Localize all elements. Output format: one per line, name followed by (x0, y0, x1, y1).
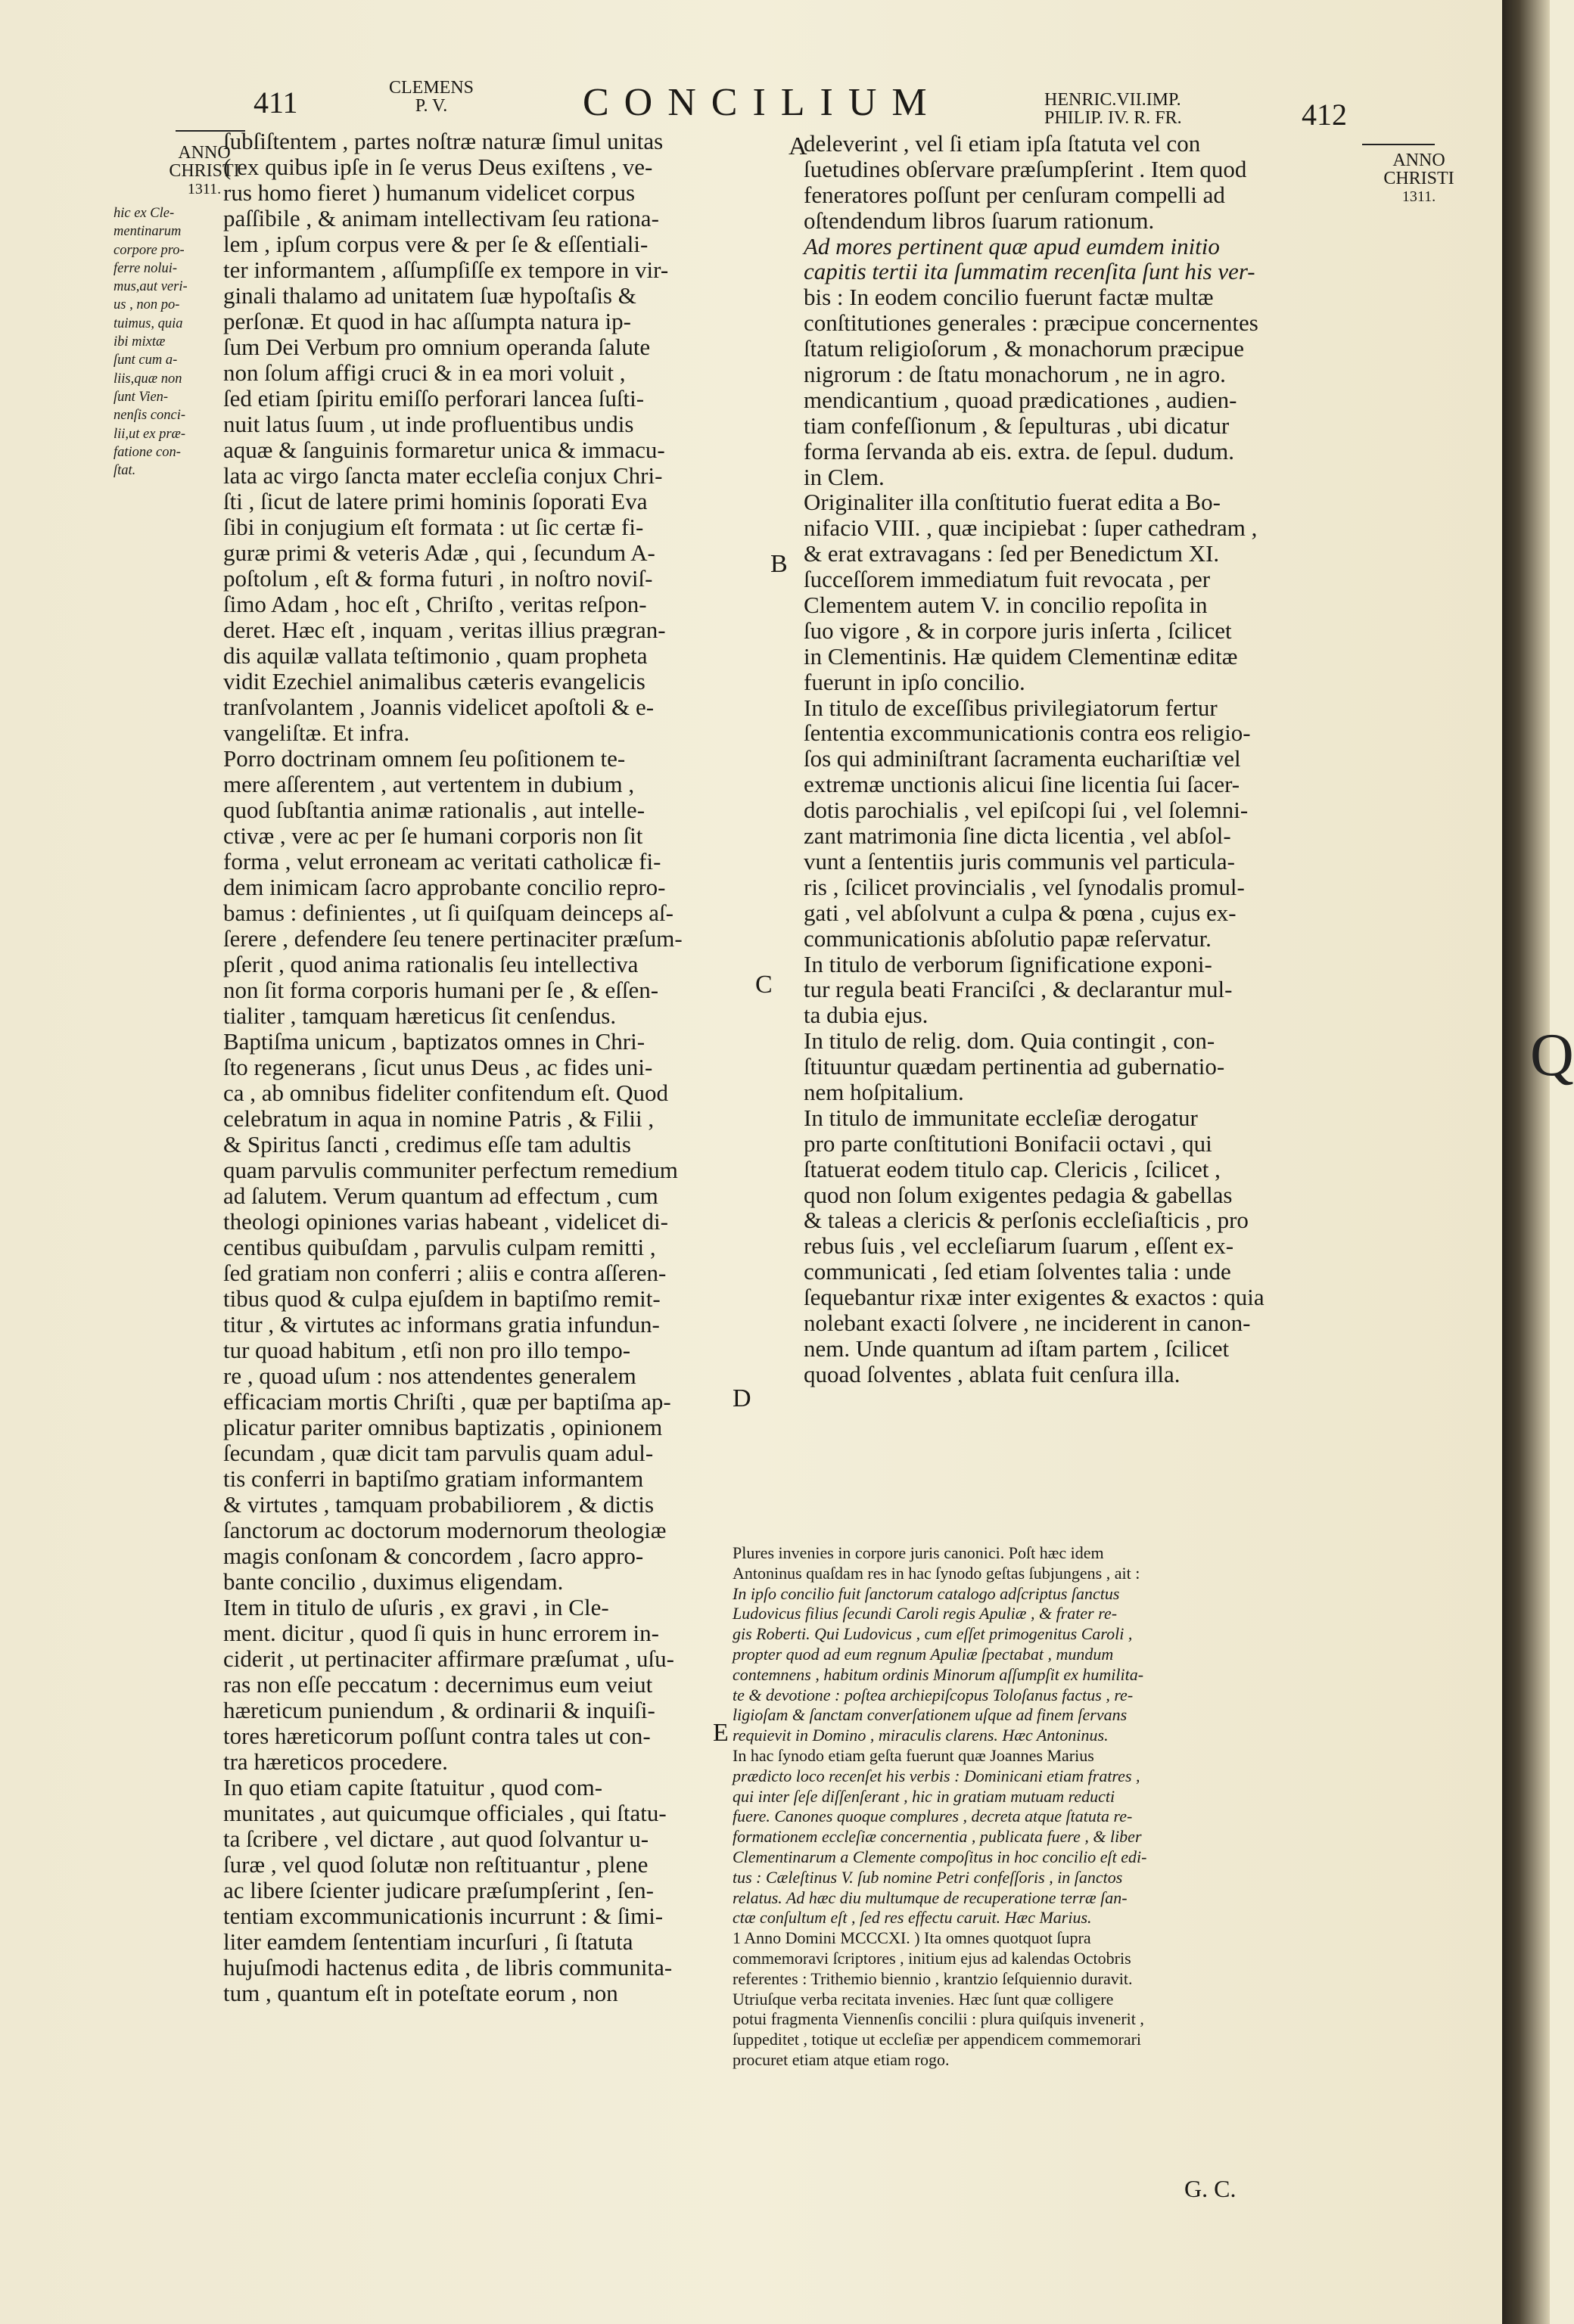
right-column-line: ris , ſcilicet provincialis , vel ſynodalis promul- (804, 873, 1245, 900)
notes-block-line: Clementinarum a Clemente compoſitus in hoc concilio eſt edi- (733, 1847, 1147, 1866)
left-column-line: lata ac virgo ſancta mater eccleſia conjux Chri- (223, 462, 663, 489)
left-column-line: ſubſiſtentem , partes noſtræ naturæ ſimul unitas (223, 128, 664, 154)
left-column-line: forma , velut erroneam ac veritati catholicæ fi- (223, 848, 661, 875)
notes-block-line: gis Roberti. Qui Ludovicus , cum eſſet primogenitus Caroli , (733, 1624, 1133, 1644)
right-column-line: mendicantium , quoad prædicationes , audien- (804, 386, 1237, 413)
right-column-line: fuerunt in ipſo concilio. (804, 668, 1025, 695)
left-column-line: plicatur pariter omnibus baptizatis , opinionem (223, 1414, 663, 1440)
notes-block-line: 1 Anno Domini MCCCXI. ) Ita omnes quotquot ſupra (733, 1928, 1091, 1948)
right-column-line: capitis tertii ita ſummatim recenſita ſunt his ver- (804, 258, 1255, 285)
section-letter-c: C (755, 971, 773, 999)
left-column-line: tialiter , tamquam hæreticus ſit cenſendus. (223, 1002, 617, 1029)
right-column-line: tur regula beati Franciſci , & declarantur mul- (804, 976, 1233, 1003)
notes-block-line: requievit in Domino , miraculis clarens. Hæc Antoninus. (733, 1726, 1109, 1745)
anno-year: 1311. (1401, 188, 1436, 205)
notes-block-line: Plures invenies in corpore juris canonici. Poſt hæc idem (733, 1543, 1104, 1562)
notes-block-line: procuret etiam atque etiam rogo. (733, 2049, 950, 2069)
right-column-line: communicati , ſed etiam ſolventes talia : unde (804, 1258, 1231, 1285)
marginal-note-line: hic ex Cle- (114, 206, 175, 221)
left-column-line: centibus quibuſdam , parvulis culpam remitti , (223, 1234, 656, 1260)
left-text-column (223, 129, 753, 2006)
right-column-line: conſtitutiones generales : præcipue concernentes (804, 309, 1258, 337)
notes-block-line: fuere. Canones quoque complures , decreta atque ſtatuta re- (733, 1807, 1133, 1826)
right-column-line: Ad mores pertinent quæ apud eumdem initio (804, 232, 1220, 259)
running-head-left (386, 79, 477, 115)
left-column-line: Porro doctrinam omnem ſeu poſitionem te- (223, 745, 626, 772)
left-column-line: ſed gratiam non conferri ; aliis e contra aſſeren- (223, 1260, 667, 1286)
left-column-line: ciderit , ut pertinaciter affirmare præſumat , uſu- (223, 1645, 674, 1672)
right-column-line: & erat extravagans : ſed per Benedictum XI. (804, 540, 1220, 567)
left-column-line: & virtutes , tamquam probabiliorem , & dictis (223, 1491, 655, 1518)
right-column-line: Originaliter illa conſtitutio fuerat edita a Bo- (804, 489, 1221, 516)
notes-block-line: contemnens , habitum ordinis Minorum aſſumpſit ex humilita- (733, 1664, 1144, 1684)
left-column-line: ſerere , defendere ſeu tenere pertinaciter præſum- (223, 925, 683, 952)
right-column-line: communicationis abſolutio papæ reſervatur. (804, 924, 1212, 952)
right-column-line: ſucceſſorem immediatum fuit revocata , per (804, 566, 1211, 593)
marginal-note-line: corpore pro- (114, 242, 185, 258)
right-column-line: ſtatum religioſorum , & monachorum præcipue (804, 335, 1244, 362)
left-column-line: ( ex quibus ipſe in ſe verus Deus exiſtens , ve- (223, 154, 653, 180)
left-column-line: tores hæreticorum poſſunt contra tales ut con- (223, 1723, 651, 1749)
section-letter-e: E (713, 1719, 729, 1747)
left-column-line: ras non eſſe peccatum : decernimus eum veiut (223, 1671, 653, 1698)
notes-block-line: propter quod ad eum regnum Apuliæ ſpectabat , mundum (733, 1644, 1114, 1664)
notes-block-line: formationem eccleſiæ concernentia , publicata fuere , & liber (733, 1827, 1142, 1847)
running-head-left-line1: CLEMENS (388, 78, 474, 98)
section-letter-a: A (789, 132, 807, 160)
left-column-line: ſimo Adam , hoc eſt , Chriſto , veritas reſpon- (223, 591, 647, 617)
right-column-line: ſententia excommunicationis contra eos religio- (804, 719, 1251, 747)
right-column-line: bis : In eodem concilio fuerunt factæ multæ (804, 284, 1214, 311)
right-column-line: In titulo de relig. dom. Quia contingit , con- (804, 1027, 1215, 1055)
christi-word: CHRISTI (169, 161, 240, 181)
left-column-line: tum , quantum eſt in poteſtate eorum , non (223, 1980, 618, 2006)
right-column-line: & taleas a clericis & perſonis eccleſiaſticis , pro (804, 1207, 1249, 1234)
marginal-note-line: fatione con- (114, 444, 181, 460)
right-column-line: ſos qui adminiſtrant ſacramenta euchariſtiæ vel (804, 745, 1241, 772)
right-column-line: in Clem. (804, 463, 885, 490)
right-column-line: quod non ſolum exigentes pedagia & gabellas (804, 1181, 1233, 1208)
header-rule-right (1362, 144, 1435, 145)
left-column-line: ment. dicitur , quod ſi quis in hunc errorem in- (223, 1620, 659, 1646)
right-column-line: nolebant exacti ſolvere , ne inciderent in canon- (804, 1309, 1251, 1336)
right-column-line: In titulo de verborum ſignificatione exponi- (804, 950, 1212, 977)
left-column-line: ſecundam , quæ dicit tam parvulis quam adul- (223, 1440, 654, 1466)
left-column-line: Item in titulo de uſuris , ex gravi , in Cle- (223, 1594, 609, 1620)
left-column-line: tranſvolantem , Joannis videlicet apoſtoli & e- (223, 694, 655, 720)
notes-block-line: te & devotione : poſtea archiepiſcopus Toloſanus factus , re- (733, 1685, 1134, 1704)
marginal-note-line: mus,aut veri- (114, 279, 188, 295)
section-letter-b: B (770, 550, 788, 578)
right-column-line: In titulo de immunitate eccleſiæ derogatur (804, 1104, 1198, 1131)
left-column-line: ca , ab omnibus fideliter confitendum eſt. Quod (223, 1080, 668, 1106)
left-column-line: tibus quod & culpa ejuſdem in baptiſmo remit- (223, 1285, 661, 1312)
left-column-line: ſed etiam ſpiritu emiſſo perforari lancea ſuſti- (223, 385, 645, 412)
left-column-line: poſtolum , eſt & forma futuri , in noſtro noviſ- (223, 565, 653, 592)
left-column-line: nuit latus ſuum , ut inde profluentibus undis (223, 411, 634, 437)
right-column-line: ſtatuerat eodem titulo cap. Clericis , ſcilicet , (804, 1155, 1221, 1182)
notes-block-line: ligioſam & ſanctam converſationem uſque ad finem ſervans (733, 1705, 1128, 1725)
page-number-left: 411 (254, 85, 298, 120)
left-column-line: vangeliſtæ. Et infra. (223, 719, 410, 746)
right-column-line: feneratores poſſunt per cenſuram compelli ad (804, 181, 1225, 208)
right-column-line: dotis parochialis , vel epiſcopi ſui , vel ſolemni- (804, 797, 1249, 824)
marginal-note-line: lii,ut ex præ- (114, 426, 186, 442)
notes-block-line: Ludovicus filius ſecundi Caroli regis Apuliæ , & frater re- (733, 1604, 1118, 1623)
right-column-line: nem hoſpitalium. (804, 1078, 964, 1105)
right-column-line: vunt a ſententiis juris communis vel particula- (804, 847, 1235, 875)
right-column-line: zant matrimonia ſine dicta licentia , vel abſol- (804, 822, 1231, 850)
left-column-line: quod ſubſtantia animæ rationalis , aut intelle- (223, 797, 645, 823)
left-column-line: munitates , aut quicumque officiales , qui ſtatu- (223, 1800, 667, 1826)
marginal-note (114, 204, 227, 480)
left-column-line: guræ primi & veteris Adæ , qui , ſecundum A- (223, 539, 655, 566)
marginal-note-line: ferre nolui- (114, 260, 178, 276)
left-column-line: dem inimicam ſacro approbante concilio repro- (223, 874, 666, 900)
right-column-line: ta dubia ejus. (804, 1002, 929, 1029)
marginal-note-line: ibi mixtæ (114, 334, 166, 350)
notes-block-line: In hac ſynodo etiam geſta fuerunt quæ Joannes Marius (733, 1745, 1094, 1765)
left-column-line: Baptiſma unicum , baptizatos omnes in Chri- (223, 1028, 645, 1055)
notes-block-line: Utriuſque verba recitata invenies. Hæc ſunt quæ colligere (733, 1989, 1114, 2009)
right-column-line: Clementem autem V. in concilio repoſita in (804, 592, 1208, 619)
marginal-note-line: ſunt cum a- (114, 353, 178, 368)
book-gutter (1502, 0, 1550, 2324)
page-title: CONCILIUM (583, 81, 942, 124)
notes-block (733, 1543, 1305, 2071)
left-column-line: ta ſcribere , vel dictare , aut quod ſolvantur u- (223, 1825, 649, 1852)
left-column-line: ſum Dei Verbum pro omnium operanda ſalute (223, 334, 651, 360)
anno-year: 1311. (187, 181, 222, 197)
left-column-line: re , quoad uſum : nos attendentes generalem (223, 1362, 636, 1389)
right-column-line: ſuo vigore , & in corpore juris inſerta , ſcilicet (804, 617, 1232, 644)
left-column-line: ſti , ſicut de latere primi hominis ſoporati Eva (223, 488, 648, 514)
right-column-line: extremæ unctionis alicui ſine licentia ſui ſacer- (804, 771, 1240, 798)
left-column-line: non ſit forma corporis humani per ſe , & eſſen- (223, 977, 659, 1003)
notes-block-line: ctæ conſultum eſt , ſed res effectu caruit. Hæc Marius. (733, 1908, 1092, 1928)
left-column-line: magis conſonam & concordem , ſacro appro- (223, 1543, 644, 1569)
right-column-line: pro parte conſtitutioni Bonifacii octavi , qui (804, 1129, 1212, 1157)
notes-block-line: Antoninus quaſdam res in hac ſynodo geſtas ſubjungens , ait : (733, 1563, 1140, 1583)
right-column-line: rebus ſuis , vel eccleſiarum ſuarum , eſſent ex- (804, 1232, 1234, 1260)
anno-christi-right (1377, 151, 1460, 206)
page-number-right: 412 (1302, 98, 1347, 132)
marginal-note-line: nenſis conci- (114, 408, 186, 424)
right-column-line: nifacio VIII. , quæ incipiebat : ſuper cathedram , (804, 514, 1258, 542)
notes-block-line: prædicto loco recenſet his verbis : Dominicani etiam fratres , (733, 1766, 1140, 1785)
left-column-line: pſerit , quod anima rationalis ſeu intellectiva (223, 951, 639, 977)
left-column-line: tentiam excommunicationis incurrunt : & ſimi- (223, 1903, 664, 1929)
right-column-line: gati , vel abſolvunt a culpa & pœna , cujus ex- (804, 899, 1236, 926)
right-column-line: tiam confeſſionum , & ſepulturas , ubi dicatur (804, 412, 1230, 439)
notes-block-line: referentes : Trithemio biennio , krantzio ſeſquiennio duravit. (733, 1968, 1133, 1988)
left-column-line: ſibi in conjugium eſt formata : ut ſic certæ fi- (223, 514, 644, 540)
left-column-line: rus homo fieret ) humanum videlicet corpus (223, 179, 636, 206)
right-column-line: oſtendendum libros ſuarum rationum. (804, 207, 1155, 234)
left-column-line: In quo etiam capite ſtatuitur , quod com- (223, 1774, 603, 1800)
right-column-line: forma ſervanda ab eis. extra. de ſepul. dudum. (804, 437, 1234, 464)
left-column-line: perſonæ. Et quod in hac aſſumpta natura ip- (223, 308, 631, 334)
left-column-line: paſſibile , & animam intellectivam ſeu rationa- (223, 205, 659, 231)
right-column-line: nem. Unde quantum ad iſtam partem , ſcilicet (804, 1334, 1230, 1362)
anno-word: ANNO (178, 143, 231, 163)
right-column-line: nigrorum : de ſtatu monachorum , ne in agro. (804, 361, 1226, 388)
left-column-line: bante concilio , duximus eligendam. (223, 1568, 564, 1595)
left-column-line: efficaciam mortis Chriſti , quæ per baptiſma ap- (223, 1388, 671, 1415)
running-head-right-line2: PHILIP. IV. R. FR. (1044, 108, 1182, 128)
marginal-note-line: mentinarum (114, 224, 182, 240)
left-column-line: lem , ipſum corpus vere & per ſe & eſſentiali- (223, 231, 649, 257)
right-column-line: ſuetudines obſervare præſumpſerint . Item quod (804, 155, 1247, 182)
anno-word: ANNO (1392, 151, 1445, 170)
left-column-line: mere aſſerentem , aut vertentem in dubium , (223, 771, 635, 797)
left-column-line: tur quoad habitum , etſi non pro illo tempo- (223, 1337, 631, 1363)
right-column-line: ſequebantur rixæ inter exigentes & exactos : quia (804, 1284, 1264, 1311)
left-column-line: ſto regenerans , ſicut unus Deus , ac fides uni- (223, 1054, 653, 1080)
christi-word: CHRISTI (1383, 169, 1454, 188)
right-column-line: ſtituuntur quædam pertinentia ad gubernatio- (804, 1053, 1225, 1080)
left-column-line: tra hæreticos procedere. (223, 1748, 448, 1775)
notes-block-line: relatus. Ad hæc diu multumque de recuperatione terræ ſan- (733, 1887, 1128, 1907)
left-column-line: titur , & virtutes ac informans gratia infundun- (223, 1311, 660, 1338)
right-column-line: In titulo de exceſſibus privilegiatorum fertur (804, 694, 1218, 721)
left-column-line: dis aquilæ vallata teſtimonio , quam propheta (223, 642, 648, 669)
left-column-line: ſuræ , vel quod ſolutæ non reſtituantur , plene (223, 1851, 649, 1878)
left-column-line: non ſolum affigi cruci & in ea mori voluit , (223, 359, 626, 386)
running-head-left-line2: P. V. (415, 96, 448, 116)
marginal-note-line: tuimus, quia (114, 315, 183, 331)
left-column-line: ſanctorum ac doctorum modernorum theologiæ (223, 1517, 667, 1543)
marginal-note-line: liis,quæ non (114, 371, 182, 387)
left-column-line: ac libere ſcienter judicare præſumpſerint , ſen- (223, 1877, 654, 1903)
notes-block-line: ſuppeditet , totique ut eccleſiæ per appendicem commemorari (733, 2030, 1142, 2049)
notes-block-line: potui fragmenta Viennenſis concilii : plura quiſquis invenerit , (733, 2009, 1144, 2029)
left-column-line: quam parvulis communiter perfectum remedium (223, 1157, 678, 1183)
notes-block-line: qui inter ſeſe diſſenſerant , hic in gratiam mutuam reducti (733, 1786, 1115, 1806)
left-column-line: ad ſalutem. Verum quantum ad effectum , cum (223, 1182, 658, 1209)
notes-block-line: commemoravi ſcriptores , initium ejus ad kalendas Octobris (733, 1948, 1131, 1968)
right-column-line: quoad ſolventes , ablata fuit cenſura illa. (804, 1360, 1180, 1387)
right-text-column (804, 131, 1351, 1387)
right-column-line: deleverint , vel ſi etiam ipſa ſtatuta vel con (804, 130, 1201, 157)
left-column-line: & Spiritus ſancti , credimus eſſe tam adultis (223, 1131, 631, 1157)
left-column-line: deret. Hæc eſt , inquam , veritas illius prægran- (223, 617, 666, 643)
left-column-line: ter informantem , aſſumpſiſſe ex tempore in vir- (223, 256, 669, 283)
signature-mark: G. C. (1184, 2175, 1236, 2202)
next-page-drop-cap: Q (1530, 1022, 1574, 1089)
left-column-line: ctivæ , vere ac per ſe humani corporis non ſit (223, 822, 643, 849)
marginal-note-line: ſunt Vien- (114, 389, 169, 405)
running-head-right-line1: HENRIC.VII.IMP. (1044, 90, 1181, 110)
notes-block-line: tus : Cæleſtinus V. ſub nomine Petri confeſſoris , in ſanctos (733, 1867, 1123, 1887)
left-column-line: bamus : definientes , ut ſi quiſquam deinceps aſ- (223, 899, 673, 926)
right-column-line: in Clementinis. Hæ quidem Clementinæ editæ (804, 642, 1238, 670)
running-head-right (1044, 91, 1241, 127)
left-column-line: tis conferri in baptiſmo gratiam informantem (223, 1465, 644, 1492)
left-column-line: theologi opiniones varias habeant , videlicet di- (223, 1208, 668, 1235)
left-column-line: liter eamdem ſententiam incurſuri , ſi ſtatuta (223, 1928, 633, 1955)
left-column-line: hujuſmodi hactenus edita , de libris communita- (223, 1954, 673, 1981)
left-column-line: celebratum in aqua in nomine Patris , & Filii , (223, 1105, 655, 1132)
marginal-note-line: us , non po- (114, 297, 180, 313)
section-letter-d: D (733, 1384, 751, 1412)
left-column-line: vidit Ezechiel animalibus cæteris evangelicis (223, 668, 645, 694)
left-column-line: ginali thalamo ad unitatem ſuæ hypoſtaſis & (223, 282, 636, 309)
left-column-line: aquæ & ſanguinis formaretur unica & immacu- (223, 437, 665, 463)
marginal-note-line: ſtat. (114, 463, 136, 479)
notes-block-line: In ipſo concilio fuit ſanctorum catalogo adſcriptus ſanctus (733, 1583, 1120, 1603)
left-column-line: hæreticum puniendum , & ordinarii & inquiſi- (223, 1697, 655, 1723)
